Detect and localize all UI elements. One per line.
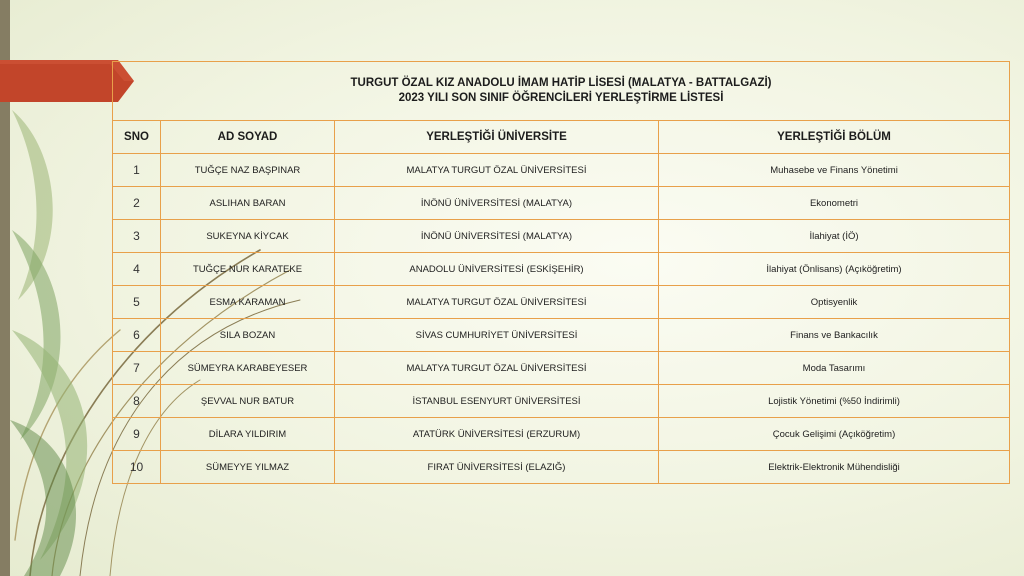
column-header-name: AD SOYAD <box>161 121 335 154</box>
row-department: Lojistik Yönetimi (%50 İndirimli) <box>659 385 1010 418</box>
table-row <box>113 286 1010 319</box>
row-university: MALATYA TURGUT ÖZAL ÜNİVERSİTESİ <box>335 286 659 319</box>
school-title: TURGUT ÖZAL KIZ ANADOLU İMAM HATİP LİSESİ (MALATYA - BATTALGAZİ) <box>350 77 772 89</box>
row-sno: 7 <box>113 352 161 385</box>
placement-table <box>112 61 1010 484</box>
table-row <box>113 154 1010 187</box>
row-sno: 8 <box>113 385 161 418</box>
table-title <box>113 62 1010 121</box>
table-row <box>113 187 1010 220</box>
row-department: Muhasebe ve Finans Yönetimi <box>659 154 1010 187</box>
row-name: SUKEYNA KİYCAK <box>161 220 335 253</box>
row-university: İSTANBUL ESENYURT ÜNİVERSİTESİ <box>335 385 659 418</box>
row-department: Çocuk Gelişimi (Açıköğretim) <box>659 418 1010 451</box>
row-department: Moda Tasarımı <box>659 352 1010 385</box>
row-department: Finans ve Bankacılık <box>659 319 1010 352</box>
table-row <box>113 319 1010 352</box>
row-university: İNÖNÜ ÜNİVERSİTESİ (MALATYA) <box>335 187 659 220</box>
row-sno: 4 <box>113 253 161 286</box>
table-row <box>113 418 1010 451</box>
row-name: TUĞÇE NUR KARATEKE <box>161 253 335 286</box>
column-header-university: YERLEŞTİĞİ ÜNİVERSİTE <box>335 121 659 154</box>
row-department: İlahiyat (İÖ) <box>659 220 1010 253</box>
row-department: Elektrik-Elektronik Mühendisliği <box>659 451 1010 484</box>
row-sno: 9 <box>113 418 161 451</box>
column-header-sno: SNO <box>113 121 161 154</box>
row-sno: 1 <box>113 154 161 187</box>
row-department: Optisyenlik <box>659 286 1010 319</box>
row-university: ANADOLU ÜNİVERSİTESİ (ESKİŞEHİR) <box>335 253 659 286</box>
row-name: ŞEVVAL NUR BATUR <box>161 385 335 418</box>
row-department: Ekonometri <box>659 187 1010 220</box>
table-row <box>113 451 1010 484</box>
row-university: SİVAS CUMHURİYET ÜNİVERSİTESİ <box>335 319 659 352</box>
list-title: 2023 YILI SON SINIF ÖĞRENCİLERİ YERLEŞTİRME LİSTESİ <box>398 92 724 104</box>
row-sno: 6 <box>113 319 161 352</box>
row-name: SÜMEYRA KARABEYESER <box>161 352 335 385</box>
row-name: ESMA KARAMAN <box>161 286 335 319</box>
table-row <box>113 253 1010 286</box>
row-sno: 3 <box>113 220 161 253</box>
column-header-department: YERLEŞTİĞİ BÖLÜM <box>659 121 1010 154</box>
row-name: TUĞÇE NAZ BAŞPINAR <box>161 154 335 187</box>
row-department: İlahiyat (Önlisans) (Açıköğretim) <box>659 253 1010 286</box>
row-sno: 5 <box>113 286 161 319</box>
table-row <box>113 220 1010 253</box>
row-university: FIRAT ÜNİVERSİTESİ (ELAZIĞ) <box>335 451 659 484</box>
row-name: SÜMEYYE YILMAZ <box>161 451 335 484</box>
row-name: ASLIHAN BARAN <box>161 187 335 220</box>
table-row <box>113 385 1010 418</box>
row-sno: 2 <box>113 187 161 220</box>
row-university: İNÖNÜ ÜNİVERSİTESİ (MALATYA) <box>335 220 659 253</box>
row-name: DİLARA YILDIRIM <box>161 418 335 451</box>
table-row <box>113 352 1010 385</box>
row-sno: 10 <box>113 451 161 484</box>
placement-table-container <box>112 61 1009 484</box>
row-name: SILA BOZAN <box>161 319 335 352</box>
row-university: ATATÜRK ÜNİVERSİTESİ (ERZURUM) <box>335 418 659 451</box>
row-university: MALATYA TURGUT ÖZAL ÜNİVERSİTESİ <box>335 352 659 385</box>
row-university: MALATYA TURGUT ÖZAL ÜNİVERSİTESİ <box>335 154 659 187</box>
